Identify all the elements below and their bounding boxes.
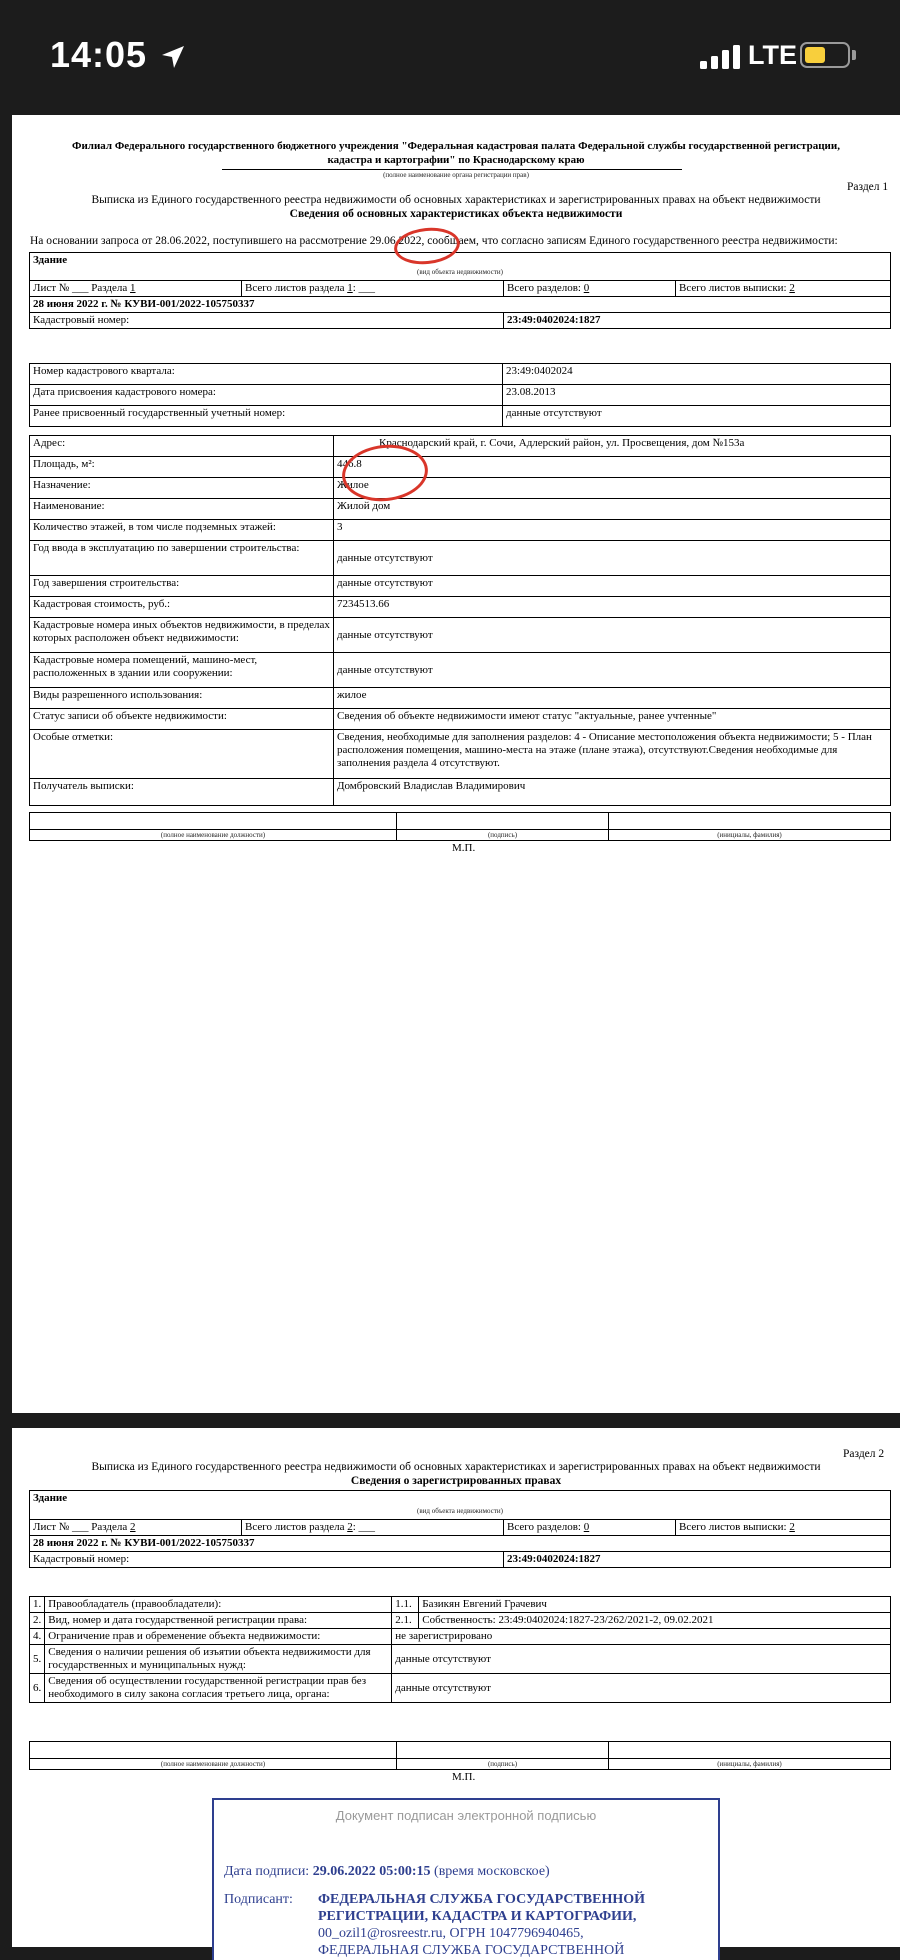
row-label: Сведения об осуществлении государственной регистрации прав без необходимого в силу закона согласия третьего лица, органа: (45, 1674, 392, 1703)
row-value: Жилой дом (334, 499, 891, 520)
row-label: Год ввода в эксплуатацию по завершении строительства: (30, 541, 334, 576)
row-number: 5. (30, 1645, 45, 1674)
signature-table (29, 812, 891, 841)
position-caption: (полное наименование должности) (30, 830, 397, 841)
total-sheets-cell (676, 1520, 891, 1536)
row-label: Адрес: (30, 436, 334, 457)
signal-icon (700, 45, 742, 69)
page-gap (0, 1413, 900, 1428)
row-number: 2. (30, 1613, 45, 1629)
name-caption: (инициалы, фамилия) (609, 830, 891, 841)
total-sections-cell (504, 281, 676, 297)
row-sub: 2.1. (392, 1613, 419, 1629)
row-value: данные отсутствуют (334, 541, 891, 576)
total-sections: 0 (583, 1521, 590, 1533)
cadastral-label: Кадастровый номер: (30, 1552, 504, 1568)
header-table (29, 1490, 891, 1568)
table-row (30, 364, 891, 385)
battery-icon (800, 42, 850, 68)
table-row (30, 406, 891, 427)
object-type-caption: (вид объекта недвижимости) (417, 268, 503, 276)
characteristics-table (29, 435, 891, 806)
row-value: 446.8 (334, 457, 891, 478)
table-row (30, 1629, 891, 1645)
object-type: Здание (33, 254, 68, 266)
sign-date-line (224, 1864, 550, 1880)
total-sheets-section-suffix: : ___ (352, 282, 376, 294)
total-sheets-section-suffix: : ___ (352, 1521, 376, 1533)
divider (222, 169, 682, 170)
header-table (29, 252, 891, 329)
org-caption: (полное наименование органа регистрации прав) (383, 171, 529, 179)
status-bar (0, 0, 900, 115)
table-row (30, 457, 891, 478)
table-row (30, 385, 891, 406)
row-number: 4. (30, 1629, 45, 1645)
basis-prefix: На основании запроса от 28.06.2022, поступившего на рассмотрение (30, 235, 370, 247)
row-label: Кадастровая стоимость, руб.: (30, 597, 334, 618)
row-value: 3 (334, 520, 891, 541)
total-sections-label: Всего разделов: (507, 1521, 584, 1533)
sign-date-label: Дата подписи: (224, 1864, 310, 1879)
sheet-section: 1 (130, 282, 136, 294)
total-sheets-section: 2 (347, 1521, 353, 1533)
row-sub: 1.1. (392, 1597, 419, 1613)
row-value: 23.08.2013 (503, 385, 891, 406)
row-label: Назначение: (30, 478, 334, 499)
row-label: Год завершения строительства: (30, 576, 334, 597)
basis-date: 29.06.2022 (369, 235, 422, 247)
row-label: Виды разрешенного использования: (30, 688, 334, 709)
total-sheets-cell (676, 281, 891, 297)
signature-caption: (подпись) (397, 1759, 609, 1770)
signature-caption: (подпись) (397, 830, 609, 841)
section-label: Раздел 1 (847, 181, 889, 193)
row-value: Домбровский Владислав Владимирович (334, 779, 891, 806)
location-arrow-icon (160, 44, 186, 70)
row-label: Правообладатель (правообладатели): (45, 1597, 392, 1613)
table-row (30, 1674, 891, 1703)
total-sections-cell (504, 1520, 676, 1536)
row-label: Наименование: (30, 499, 334, 520)
table-row (30, 541, 891, 576)
signer-label: Подписант: (224, 1892, 293, 1907)
signature-header: Документ подписан электронной подписью (335, 1808, 597, 1823)
sheet-label: Лист № ___ Раздела (33, 282, 131, 294)
sheet-label: Лист № ___ Раздела (33, 1521, 131, 1533)
table-row (30, 709, 891, 730)
row-value: Сведения об объекте недвижимости имеют статус "актуальные, ранее учтенные" (334, 709, 891, 730)
table-row (30, 1597, 891, 1613)
row-value: данные отсутствуют (392, 1674, 891, 1703)
date-number: 28 июня 2022 г. № КУВИ-001/2022-105750337 (30, 1536, 891, 1552)
cadastral-number: 23:49:0402024:1827 (504, 1552, 891, 1568)
table-row (30, 436, 891, 457)
basis-suffix: , сообщаем, что согласно записям Единого государственного реестра недвижимости: (421, 235, 838, 247)
org-header-line-2: кадастра и картографии" по Краснодарскому краю (327, 154, 585, 166)
cadastral-number: 23:49:0402024:1827 (504, 313, 891, 329)
total-sheets: 2 (789, 1521, 795, 1533)
row-label: Вид, номер и дата государственной регистрации права: (45, 1613, 392, 1629)
row-label: Дата присвоения кадастрового номера: (30, 385, 503, 406)
row-label: Статус записи об объекте недвижимости: (30, 709, 334, 730)
row-value: 23:49:0402024 (503, 364, 891, 385)
electronic-signature-box (212, 1798, 720, 1960)
table-row (30, 730, 891, 779)
table-row (30, 597, 891, 618)
extract-title: Выписка из Единого государственного реестра недвижимости об основных характеристиках и зарегистрированных правах на объект недвижимости (91, 194, 821, 206)
cadastral-label: Кадастровый номер: (30, 313, 504, 329)
row-label: Кадастровые номера помещений, машино-мест, расположенных в здании или сооружении: (30, 653, 334, 688)
extract-title: Выписка из Единого государственного реестра недвижимости об основных характеристиках и зарегистрированных правах на объект недвижимости (91, 1461, 821, 1473)
table-row (30, 520, 891, 541)
row-label: Особые отметки: (30, 730, 334, 779)
sheet-cell (30, 281, 242, 297)
row-label: Получатель выписки: (30, 779, 334, 806)
row-number: 6. (30, 1674, 45, 1703)
sheet-section: 2 (130, 1521, 136, 1533)
total-sheets-section-cell (242, 281, 504, 297)
document-page-2 (12, 1428, 900, 1958)
signature-table (29, 1741, 891, 1770)
table-row (30, 1613, 891, 1629)
total-sheets-section-label: Всего листов раздела (245, 1521, 348, 1533)
signer-line-1: ФЕДЕРАЛЬНАЯ СЛУЖБА ГОСУДАРСТВЕННОЙ (318, 1892, 646, 1907)
table-row (30, 618, 891, 653)
row-value: данные отсутствуют (392, 1645, 891, 1674)
row-label: Номер кадастрового квартала: (30, 364, 503, 385)
sheet-cell (30, 1520, 242, 1536)
total-sections-label: Всего разделов: (507, 282, 584, 294)
sign-date-suffix: (время московское) (434, 1864, 550, 1879)
total-sheets-section: 1 (347, 282, 353, 294)
row-value: Жилое (334, 478, 891, 499)
total-sheets-section-cell (242, 1520, 504, 1536)
total-sheets: 2 (789, 282, 795, 294)
stamp-mark: М.П. (452, 842, 476, 854)
row-value: данные отсутствуют (334, 653, 891, 688)
battery-tip (852, 50, 856, 60)
signer-line-2: РЕГИСТРАЦИИ, КАДАСТРА И КАРТОГРАФИИ, (318, 1909, 637, 1924)
clock: 14:05 (50, 34, 148, 75)
row-value: данные отсутствуют (334, 576, 891, 597)
row-value: жилое (334, 688, 891, 709)
row-label: Кадастровые номера иных объектов недвижимости, в пределах которых расположен объект недвижимости: (30, 618, 334, 653)
date-number: 28 июня 2022 г. № КУВИ-001/2022-105750337 (30, 297, 891, 313)
row-value: Базикян Евгений Грачевич (419, 1597, 891, 1613)
row-label: Ограничение прав и обременение объекта недвижимости: (45, 1629, 392, 1645)
row-label: Ранее присвоенный государственный учетный номер: (30, 406, 503, 427)
extract-subtitle: Сведения об основных характеристиках объекта недвижимости (289, 208, 623, 220)
row-value: Краснодарский край, г. Сочи, Адлерский район, ул. Просвещения, дом №153а (334, 436, 891, 457)
object-type-caption: (вид объекта недвижимости) (417, 1507, 503, 1515)
row-label: Площадь, м²: (30, 457, 334, 478)
row-value: не зарегистрировано (392, 1629, 891, 1645)
network-type: LTE (748, 40, 797, 70)
row-value: данные отсутствуют (503, 406, 891, 427)
section-label: Раздел 2 (843, 1448, 885, 1460)
table-row (30, 653, 891, 688)
name-caption: (инициалы, фамилия) (609, 1759, 891, 1770)
table-row (30, 688, 891, 709)
row-number: 1. (30, 1597, 45, 1613)
table-row (30, 576, 891, 597)
extract-subtitle: Сведения о зарегистрированных правах (350, 1475, 562, 1487)
object-type: Здание (33, 1492, 68, 1504)
total-sheets-label: Всего листов выписки: (679, 1521, 790, 1533)
total-sections: 0 (583, 282, 590, 294)
table-row (30, 478, 891, 499)
table-row (30, 779, 891, 806)
signer-line-4: ФЕДЕРАЛЬНАЯ СЛУЖБА ГОСУДАРСТВЕННОЙ (318, 1943, 625, 1958)
rights-table (29, 1596, 891, 1703)
total-sheets-label: Всего листов выписки: (679, 282, 790, 294)
row-label: Количество этажей, в том числе подземных этажей: (30, 520, 334, 541)
org-header-line-1: Филиал Федерального государственного бюджетного учреждения "Федеральная кадастровая палата Федеральной службы государственной регистрации, (72, 140, 840, 152)
row-value: 7234513.66 (334, 597, 891, 618)
total-sheets-section-label: Всего листов раздела (245, 282, 348, 294)
row-value: данные отсутствуют (334, 618, 891, 653)
row-value: Сведения, необходимые для заполнения разделов: 4 - Описание местоположения объекта недвижимости; 5 - План расположения помещения, машино-места на этаже (плане этажа), отсутствуют.Сведения необходимые для заполнения раздела 4 отсутствуют. (334, 730, 891, 779)
table-row (30, 1645, 891, 1674)
row-value: Собственность: 23:49:0402024:1827-23/262/2021-2, 09.02.2021 (419, 1613, 891, 1629)
position-caption: (полное наименование должности) (30, 1759, 397, 1770)
sign-date-value: 29.06.2022 05:00:15 (312, 1864, 431, 1879)
registry-table (29, 363, 891, 427)
stamp-mark: М.П. (452, 1771, 476, 1783)
row-label: Сведения о наличии решения об изъятии объекта недвижимости для государственных и муниципальных нужд: (45, 1645, 392, 1674)
document-page-1 (12, 115, 900, 1413)
table-row (30, 499, 891, 520)
signer-line-3: 00_ozil1@rosreestr.ru, ОГРН 1047796940465, (318, 1926, 584, 1941)
